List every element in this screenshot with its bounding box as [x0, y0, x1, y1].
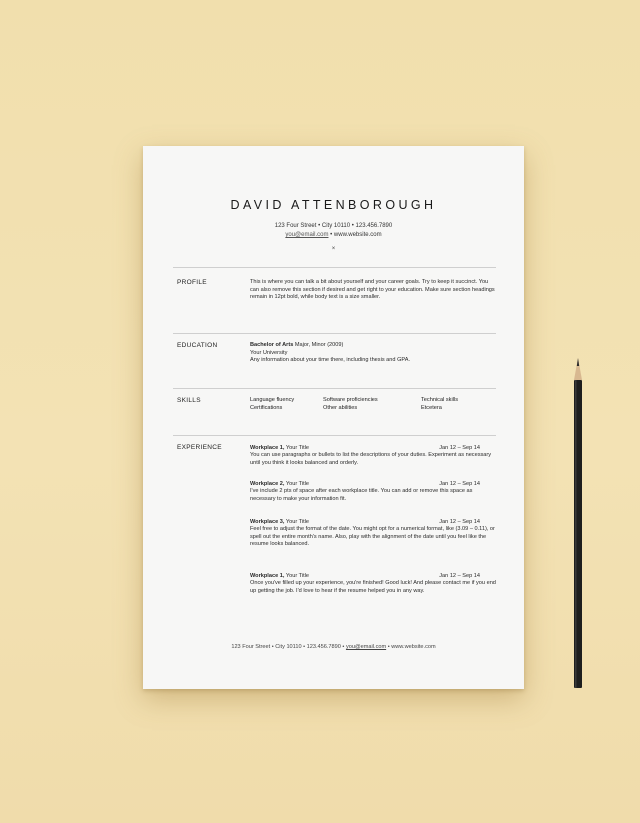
job-title: Your Title: [284, 445, 309, 451]
education-school: Your University: [250, 349, 288, 356]
job-dates: Jan 12 – Sep 14: [439, 481, 480, 487]
skill-item: Certifications: [250, 405, 283, 411]
footer-contact: 123 Four Street • City 10110 • 123.456.7890 •: [231, 644, 346, 650]
resume-name: DAVID ATTENBOROUGH: [230, 198, 437, 212]
skill-item: Technical skills: [421, 397, 458, 403]
job-description: Feel free to adjust the format of the date. You might opt for a numerical format, like (3.09 – 0.11), or spell out the entire month's name. Also, play with the alignment of the date until you feel like the resume looks balanced.: [250, 526, 495, 548]
header-divider-mark: ×: [331, 246, 336, 252]
job-description: Once you've filled up your experience, you're finished! Good luck! And please contact me if you end up getting the job. I'd love to hear if the resume helped you in any way.: [250, 580, 496, 594]
footer-website[interactable]: • www.website.com: [386, 644, 436, 650]
divider-rule: [173, 267, 496, 268]
job-dates: Jan 12 – Sep 14: [439, 445, 480, 451]
header-contact: [143, 222, 524, 240]
skill-item: Etcetera: [421, 405, 442, 411]
job-description: You can use paragraphs or bullets to list the descriptions of your duties. Experiment as necessary until you think it looks balanced and orderly.: [250, 452, 492, 466]
job-workplace: Workplace 1,: [250, 445, 285, 451]
profile-text: This is where you can talk a bit about yourself and your career goals. Try to keep it succinct. You can also remove this section if desired and get right to your education. Make sure section headings remain in 12pt bold, while body text is a size smaller.: [250, 279, 495, 301]
section-label-profile: PROFILE: [177, 279, 207, 286]
divider-rule: [173, 435, 496, 436]
divider-rule: [173, 388, 496, 389]
divider-rule: [173, 333, 496, 334]
job-dates: Jan 12 – Sep 14: [439, 519, 480, 525]
resume-footer: [143, 644, 524, 650]
section-label-education: EDUCATION: [177, 342, 218, 349]
header-website[interactable]: www.website.com: [333, 232, 382, 238]
header-web-line: [143, 231, 524, 240]
job-title: Your Title: [284, 519, 309, 525]
skill-item: Language fluency: [250, 397, 295, 403]
job-workplace: Workplace 2,: [250, 481, 285, 487]
education-info: Any information about your time there, including thesis and GPA.: [250, 357, 411, 364]
education-degree-detail: Major, Minor (2009): [293, 342, 344, 348]
job-workplace: Workplace 3,: [250, 519, 285, 525]
education-degree-line: [250, 342, 498, 350]
footer-email-link[interactable]: you@email.com: [345, 644, 387, 650]
experience-job: [250, 444, 498, 467]
education-degree: Bachelor of Arts: [250, 342, 294, 348]
job-description: I've include 2 pts of space after each workplace title. You can add or remove this space as necessary to make your information fit.: [250, 488, 473, 502]
job-dates: Jan 12 – Sep 14: [439, 573, 480, 579]
header-email-link[interactable]: you@email.com: [285, 232, 329, 238]
job-title: Your Title: [284, 573, 309, 579]
header-sep: •: [328, 232, 334, 238]
education-block: [250, 342, 498, 365]
experience-job: [250, 480, 498, 503]
job-title: Your Title: [284, 481, 309, 487]
resume-paper: [143, 146, 524, 689]
job-header: [250, 444, 498, 452]
section-label-experience: EXPERIENCE: [177, 444, 222, 451]
section-label-skills: SKILLS: [177, 397, 201, 404]
skill-item: Other abilities: [323, 405, 358, 411]
job-header: [250, 572, 498, 580]
experience-job: [250, 518, 498, 549]
experience-job: [250, 572, 498, 595]
skill-item: Software proficiencies: [323, 397, 378, 403]
header-contact-line: 123 Four Street • City 10110 • 123.456.7890: [274, 223, 393, 229]
job-header: [250, 480, 498, 488]
job-workplace: Workplace 1,: [250, 573, 285, 579]
job-header: [250, 518, 498, 526]
pencil-image: [571, 358, 585, 690]
